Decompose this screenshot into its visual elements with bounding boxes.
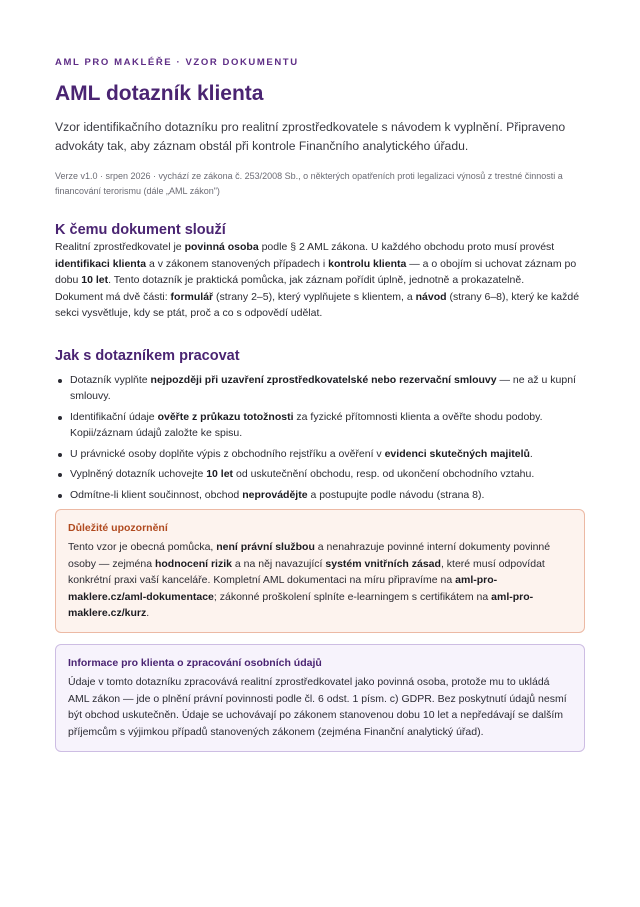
version-meta: Verze v1.0 · srpen 2026 · vychází ze zákona č. 253/2008 Sb., o některých opatřeních proti legalizaci výnosů z trestné činnosti a financování terorismu (dále „AML zákon") (55, 171, 563, 196)
howto-list (55, 372, 585, 504)
bullet-icon (58, 379, 62, 383)
privacy-text: Údaje v tomto dotazníku zpracovává realitní zprostředkovatel jako povinná osoba, protože mu to ukládá AML zákon — jde o plnění právní povinnosti podle čl. 6 odst. 1 písm. c) GDPR. Bez poskytnutí údajů nesmí být obchod uskutečněn. Údaje se uchovávají po zákonem stanovenou dobu 10 let a nepředávají se dalším příjemcům s výjimkou případů stanovených zákonem (zejména Finanční analytický úřad). (68, 676, 567, 738)
section-heading-purpose: K čemu dokument slouží (55, 222, 226, 238)
privacy-callout (55, 644, 585, 752)
list-item: Dotazník vyplňte nejpozději při uzavření zprostředkovatelské nebo rezervační smlouvy — ne až u kupní smlouvy. (70, 372, 585, 405)
page-title: AML dotazník klienta (55, 82, 264, 105)
link-aml-dokumentace[interactable]: aml-pro-maklere.cz/aml-dokumentace (68, 574, 498, 603)
link-kurz[interactable]: aml-pro-maklere.cz/kurz (68, 590, 534, 619)
purpose-paragraph-2: Dokument má dvě části: formulář (strany 2–5), který vyplňujete s klientem, a návod (strany 6–8), který ke každé sekci vysvětluje, kdy se ptát, proč a co s odpovědí udělat. (55, 290, 580, 319)
lead-paragraph: Vzor identifikačního dotazníku pro realitní zprostředkovatele s návodem k vyplnění. Připraveno advokáty tak, aby záznam obstál při kontrole Finančního analytického úřadu. (55, 120, 566, 153)
bullet-icon (58, 473, 62, 477)
list-item: Odmítne-li klient součinnost, obchod neprovádějte a postupujte podle návodu (strana 8). (70, 487, 585, 504)
list-item: Identifikační údaje ověřte z průkazu totožnosti za fyzické přítomnosti klienta a ověřte shodu podoby. Kopii/záznam údajů založte ke spisu. (70, 409, 585, 442)
privacy-title: Informace pro klienta o zpracování osobních údajů (68, 657, 322, 669)
warning-text: Tento vzor je obecná pomůcka, není právní službou a nenahrazuje povinné interní dokumenty povinné osoby — zejména hodnocení rizik a na něj navazující systém vnitřních zásad, které musí odpovídat konkrétní praxi vaší kanceláře. Kompletní AML dokumentaci na míru připravíme na aml-pro-maklere.cz/aml-dokumentace; zákonné proškolení splníte e-learningem s certifikátem na aml-pro-maklere.cz/kurz. (68, 541, 551, 619)
bullet-icon (58, 453, 62, 457)
warning-callout (55, 509, 585, 633)
document-kicker: AML PRO MAKLÉŘE · VZOR DOKUMENTU (55, 57, 299, 68)
bullet-icon (58, 416, 62, 420)
purpose-paragraph-1: Realitní zprostředkovatel je povinná osoba podle § 2 AML zákona. U každého obchodu proto musí provést identifikaci klienta a v zákonem stanovených případech i kontrolu klienta — a o obojím si uchovat záznam po dobu 10 let. Tento dotazník je praktická pomůcka, jak záznam pořídit úplně, jednotně a prokazatelně. (55, 241, 577, 286)
warning-title: Důležité upozornění (68, 522, 168, 534)
bullet-icon (58, 494, 62, 498)
list-item: U právnické osoby doplňte výpis z obchodního rejstříku a ověření v evidenci skutečných majitelů. (70, 446, 585, 463)
list-item: Vyplněný dotazník uchovejte 10 let od uskutečnění obchodu, resp. od ukončení obchodního vztahu. (70, 466, 585, 483)
section-heading-howto: Jak s dotazníkem pracovat (55, 347, 240, 364)
